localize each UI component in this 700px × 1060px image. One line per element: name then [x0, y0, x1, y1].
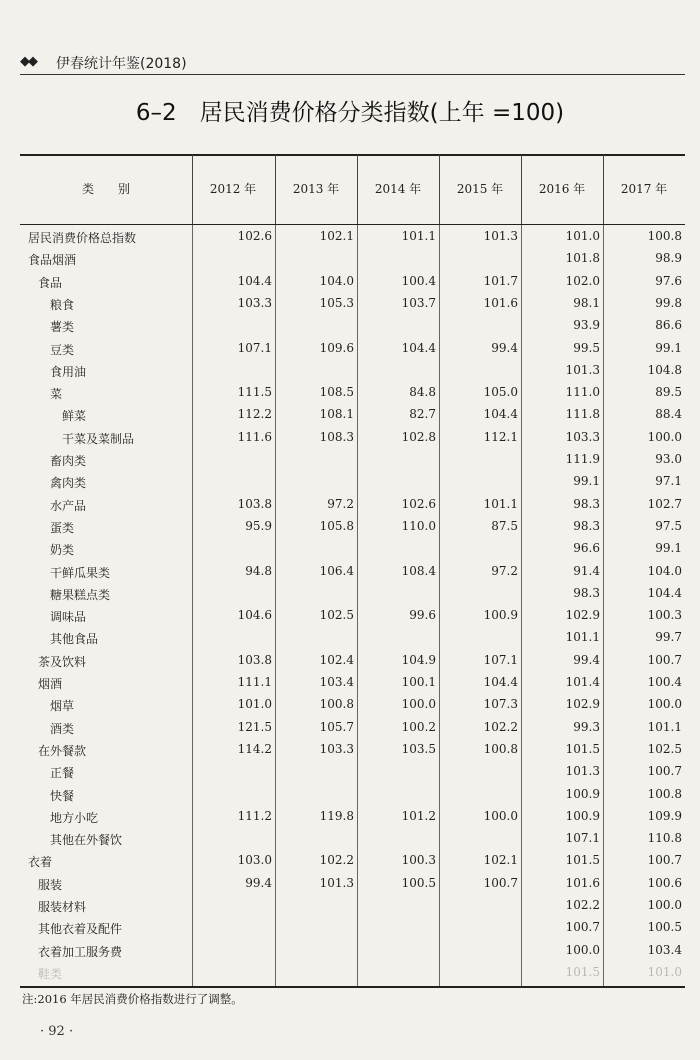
- cell-value: 87.5: [491, 518, 518, 533]
- cell-value: 100.5: [401, 875, 436, 890]
- cell-value: 111.2: [237, 808, 272, 823]
- table-row: [0, 962, 700, 984]
- column-divider: [603, 155, 604, 224]
- table-row: [0, 717, 700, 739]
- row-category: 禽肉类: [50, 476, 87, 491]
- cell-value: 107.1: [565, 831, 600, 846]
- table-row: [0, 940, 700, 962]
- row-category: 食品烟酒: [28, 253, 77, 268]
- cell-value: 86.6: [655, 318, 682, 333]
- year-header: 2016 年: [538, 182, 586, 196]
- row-category: 粮食: [50, 297, 75, 312]
- cell-value: 100.4: [401, 273, 436, 288]
- cell-value: 96.6: [573, 541, 600, 556]
- footnote: 注:2016 年居民消费价格指数进行了调整。: [22, 992, 243, 1006]
- row-category: 水产品: [50, 498, 87, 513]
- cell-value: 103.4: [319, 675, 354, 689]
- table-row: [0, 583, 700, 605]
- cell-value: 101.2: [401, 808, 436, 823]
- cell-value: 98.3: [573, 518, 600, 533]
- cell-value: 102.6: [401, 496, 436, 511]
- table-row: [0, 917, 700, 939]
- row-category: 食用油: [50, 364, 87, 379]
- cell-value: 100.0: [647, 429, 682, 444]
- cell-value: 103.3: [237, 295, 272, 310]
- cell-value: 100.9: [483, 608, 518, 623]
- cell-value: 100.0: [565, 942, 600, 957]
- cell-value: 111.1: [237, 675, 272, 689]
- column-divider: [439, 155, 440, 224]
- cell-value: 101.6: [565, 875, 600, 890]
- cell-value: 101.3: [319, 875, 354, 890]
- table-bottom-rule: [20, 986, 685, 988]
- year-header: 2015 年: [456, 182, 504, 196]
- cell-value: 102.4: [319, 652, 354, 667]
- row-category: 蛋类: [50, 520, 75, 535]
- cell-value: 100.9: [565, 808, 600, 823]
- table-row: [0, 828, 700, 850]
- running-title: 伊春统计年鉴(2018): [56, 56, 187, 72]
- cell-value: 101.3: [565, 764, 600, 779]
- cell-value: 112.2: [237, 407, 272, 422]
- cell-value: 104.4: [647, 585, 682, 600]
- column-divider: [521, 155, 522, 224]
- page-number: · 92 ·: [40, 1024, 74, 1039]
- cell-value: 103.3: [319, 741, 354, 756]
- cell-value: 100.7: [647, 652, 682, 667]
- table-row: [0, 471, 700, 493]
- cell-value: 102.2: [565, 898, 600, 912]
- cell-value: 94.8: [245, 563, 272, 578]
- cell-value: 98.3: [573, 496, 600, 511]
- cell-value: 93.0: [655, 452, 682, 466]
- cell-value: 101.1: [483, 496, 518, 511]
- cell-value: 101.4: [565, 675, 600, 689]
- table-row: [0, 315, 700, 337]
- cell-value: 101.5: [565, 964, 600, 979]
- table-row: [0, 650, 700, 672]
- table-row: [0, 627, 700, 649]
- cell-value: 100.8: [647, 229, 682, 243]
- cell-value: 105.0: [483, 385, 518, 400]
- cell-value: 111.6: [237, 429, 272, 444]
- row-category: 豆类: [50, 342, 75, 357]
- row-category: 其他在外餐饮: [50, 833, 123, 848]
- year-header: 2013 年: [292, 182, 340, 196]
- cell-value: 100.3: [401, 853, 436, 868]
- table-row: [0, 516, 700, 538]
- row-category: 烟酒: [38, 677, 63, 691]
- cell-value: 98.1: [573, 295, 600, 310]
- cell-value: 101.0: [647, 964, 682, 979]
- cell-value: 100.5: [647, 920, 682, 935]
- cell-value: 105.8: [319, 518, 354, 533]
- cell-value: 100.2: [401, 719, 436, 734]
- table-row: [0, 427, 700, 449]
- row-category: 干鲜瓜果类: [50, 565, 111, 580]
- cell-value: 105.7: [319, 719, 354, 734]
- cell-value: 104.4: [237, 273, 272, 288]
- table-row: [0, 271, 700, 293]
- year-header: 2017 年: [620, 182, 668, 196]
- cell-value: 101.6: [483, 295, 518, 310]
- row-category: 衣着加工服务费: [38, 944, 123, 959]
- cell-value: 100.0: [401, 697, 436, 712]
- cell-value: 102.7: [647, 496, 682, 511]
- cell-value: 100.0: [647, 898, 682, 912]
- table-row: [0, 895, 700, 917]
- cell-value: 100.0: [647, 697, 682, 712]
- cell-value: 104.4: [483, 407, 518, 422]
- row-category: 畜肉类: [50, 454, 87, 468]
- cell-value: 99.1: [655, 541, 682, 556]
- cell-value: 101.7: [483, 273, 518, 288]
- table-row: [0, 248, 700, 270]
- cell-value: 102.9: [565, 608, 600, 623]
- row-category: 调味品: [50, 610, 87, 625]
- cell-value: 108.4: [401, 563, 436, 578]
- year-header: 2014 年: [374, 182, 422, 196]
- cell-value: 109.6: [319, 340, 354, 355]
- row-category: 居民消费价格总指数: [28, 231, 137, 245]
- row-category: 干菜及菜制品: [62, 431, 135, 446]
- cell-value: 97.1: [655, 474, 682, 489]
- cell-value: 110.0: [401, 518, 436, 533]
- cell-value: 119.8: [319, 808, 354, 823]
- cell-value: 104.6: [237, 608, 272, 623]
- cell-value: 101.3: [483, 229, 518, 243]
- cell-value: 103.4: [647, 942, 682, 957]
- cell-value: 102.0: [565, 273, 600, 288]
- cell-value: 102.8: [401, 429, 436, 444]
- cell-value: 98.9: [655, 251, 682, 266]
- cell-value: 111.5: [237, 385, 272, 400]
- row-category: 在外餐款: [38, 743, 87, 758]
- row-category: 食品: [38, 275, 63, 290]
- cell-value: 100.7: [483, 875, 518, 890]
- row-category: 地方小吃: [50, 810, 99, 825]
- cell-value: 102.1: [483, 853, 518, 868]
- table-row: [0, 873, 700, 895]
- cell-value: 99.1: [655, 340, 682, 355]
- table-row: [0, 494, 700, 516]
- cell-value: 102.2: [319, 853, 354, 868]
- table-row: [0, 404, 700, 426]
- cell-value: 104.0: [319, 273, 354, 288]
- cell-value: 114.2: [237, 741, 272, 756]
- table-header-rule: [20, 224, 685, 225]
- row-category: 糖果糕点类: [50, 587, 111, 602]
- cell-value: 101.8: [565, 251, 600, 266]
- cell-value: 101.3: [565, 362, 600, 377]
- year-header: 2012 年: [209, 182, 257, 196]
- cell-value: 100.8: [319, 697, 354, 712]
- table-row: [0, 850, 700, 872]
- page-title: 6–2 居民消费价格分类指数(上年 =100): [135, 100, 565, 126]
- cell-value: 101.5: [565, 853, 600, 868]
- cell-value: 104.9: [401, 652, 436, 667]
- row-category: 正餐: [50, 766, 75, 781]
- cell-value: 107.3: [483, 697, 518, 712]
- cell-value: 97.6: [655, 273, 682, 288]
- table-row: [0, 672, 700, 694]
- table-row: [0, 806, 700, 828]
- cell-value: 99.8: [655, 295, 682, 310]
- table-row: [0, 360, 700, 382]
- cell-value: 89.5: [655, 385, 682, 400]
- column-divider: [192, 155, 193, 224]
- cell-value: 100.9: [565, 786, 600, 801]
- cell-value: 107.1: [483, 652, 518, 667]
- cell-value: 105.3: [319, 295, 354, 310]
- cell-value: 100.3: [647, 608, 682, 623]
- diamond-icon: ◆◆: [20, 54, 36, 69]
- row-category: 鲜菜: [62, 409, 87, 424]
- cell-value: 106.4: [319, 563, 354, 578]
- cell-value: 99.7: [655, 630, 682, 645]
- cell-value: 103.0: [237, 853, 272, 868]
- cell-value: 88.4: [655, 407, 682, 422]
- cell-value: 99.4: [245, 875, 272, 890]
- row-category: 快餐: [50, 788, 75, 803]
- table-row: [0, 605, 700, 627]
- row-category: 服装材料: [38, 900, 87, 914]
- row-category: 鞋类: [38, 966, 63, 981]
- table-row: [0, 449, 700, 471]
- row-category: 薯类: [50, 320, 75, 335]
- running-header: [20, 52, 685, 75]
- cell-value: 103.7: [401, 295, 436, 310]
- cell-value: 100.1: [401, 675, 436, 689]
- cell-value: 102.5: [647, 741, 682, 756]
- cell-value: 100.7: [565, 920, 600, 935]
- table-row: [0, 338, 700, 360]
- cell-value: 100.7: [647, 853, 682, 868]
- cell-value: 104.0: [647, 563, 682, 578]
- cell-value: 101.0: [565, 229, 600, 243]
- cell-value: 101.1: [647, 719, 682, 734]
- cell-value: 111.0: [565, 385, 600, 400]
- cell-value: 84.8: [409, 385, 436, 400]
- cell-value: 101.1: [565, 630, 600, 645]
- cell-value: 99.6: [409, 608, 436, 623]
- cell-value: 100.8: [647, 786, 682, 801]
- cell-value: 100.7: [647, 764, 682, 779]
- column-divider: [357, 155, 358, 224]
- row-category: 其他衣着及配件: [38, 922, 123, 937]
- cell-value: 102.5: [319, 608, 354, 623]
- cell-value: 104.8: [647, 362, 682, 377]
- row-category: 奶类: [50, 543, 75, 558]
- cell-value: 111.9: [565, 452, 600, 466]
- table-row: [0, 538, 700, 560]
- cell-value: 97.2: [327, 496, 354, 511]
- cell-value: 101.1: [401, 229, 436, 243]
- row-category: 服装: [38, 877, 63, 892]
- cell-value: 97.2: [491, 563, 518, 578]
- cell-value: 108.3: [319, 429, 354, 444]
- table-top-rule: [20, 154, 685, 156]
- cell-value: 103.8: [237, 496, 272, 511]
- cell-value: 102.1: [319, 229, 354, 243]
- table-row: [0, 739, 700, 761]
- table-row: [0, 694, 700, 716]
- cell-value: 82.7: [409, 407, 436, 422]
- column-divider: [275, 155, 276, 224]
- cell-value: 91.4: [573, 563, 600, 578]
- table-row: [0, 561, 700, 583]
- cell-value: 99.3: [573, 719, 600, 734]
- cell-value: 103.3: [565, 429, 600, 444]
- category-header: 类 别: [81, 182, 130, 196]
- cell-value: 104.4: [483, 675, 518, 689]
- cell-value: 110.8: [647, 831, 682, 846]
- table-row: [0, 226, 700, 248]
- cell-value: 102.9: [565, 697, 600, 712]
- cell-value: 99.1: [573, 474, 600, 489]
- cell-value: 101.0: [237, 697, 272, 712]
- row-category: 烟草: [50, 699, 75, 714]
- cell-value: 99.4: [573, 652, 600, 667]
- cell-value: 95.9: [245, 518, 272, 533]
- row-category: 酒类: [50, 721, 75, 736]
- cell-value: 103.8: [237, 652, 272, 667]
- cell-value: 99.5: [573, 340, 600, 355]
- table-row: [0, 761, 700, 783]
- cell-value: 97.5: [655, 518, 682, 533]
- table-row: [0, 293, 700, 315]
- cell-value: 100.4: [647, 675, 682, 689]
- cell-value: 102.6: [237, 229, 272, 243]
- row-category: 菜: [50, 387, 63, 402]
- cell-value: 112.1: [483, 429, 518, 444]
- cell-value: 103.5: [401, 741, 436, 756]
- cell-value: 111.8: [565, 407, 600, 422]
- cell-value: 107.1: [237, 340, 272, 355]
- cell-value: 108.5: [319, 385, 354, 400]
- cell-value: 98.3: [573, 585, 600, 600]
- cell-value: 100.0: [483, 808, 518, 823]
- cell-value: 99.4: [491, 340, 518, 355]
- row-category: 其他食品: [50, 632, 99, 647]
- cell-value: 121.5: [237, 719, 272, 734]
- cell-value: 100.6: [647, 875, 682, 890]
- table-row: [0, 382, 700, 404]
- cell-value: 109.9: [647, 808, 682, 823]
- table-row: [0, 784, 700, 806]
- cell-value: 100.8: [483, 741, 518, 756]
- cell-value: 104.4: [401, 340, 436, 355]
- cell-value: 93.9: [573, 318, 600, 333]
- row-category: 衣着: [28, 855, 53, 870]
- row-category: 茶及饮料: [38, 654, 87, 669]
- cell-value: 102.2: [483, 719, 518, 734]
- cell-value: 108.1: [319, 407, 354, 422]
- cell-value: 101.5: [565, 741, 600, 756]
